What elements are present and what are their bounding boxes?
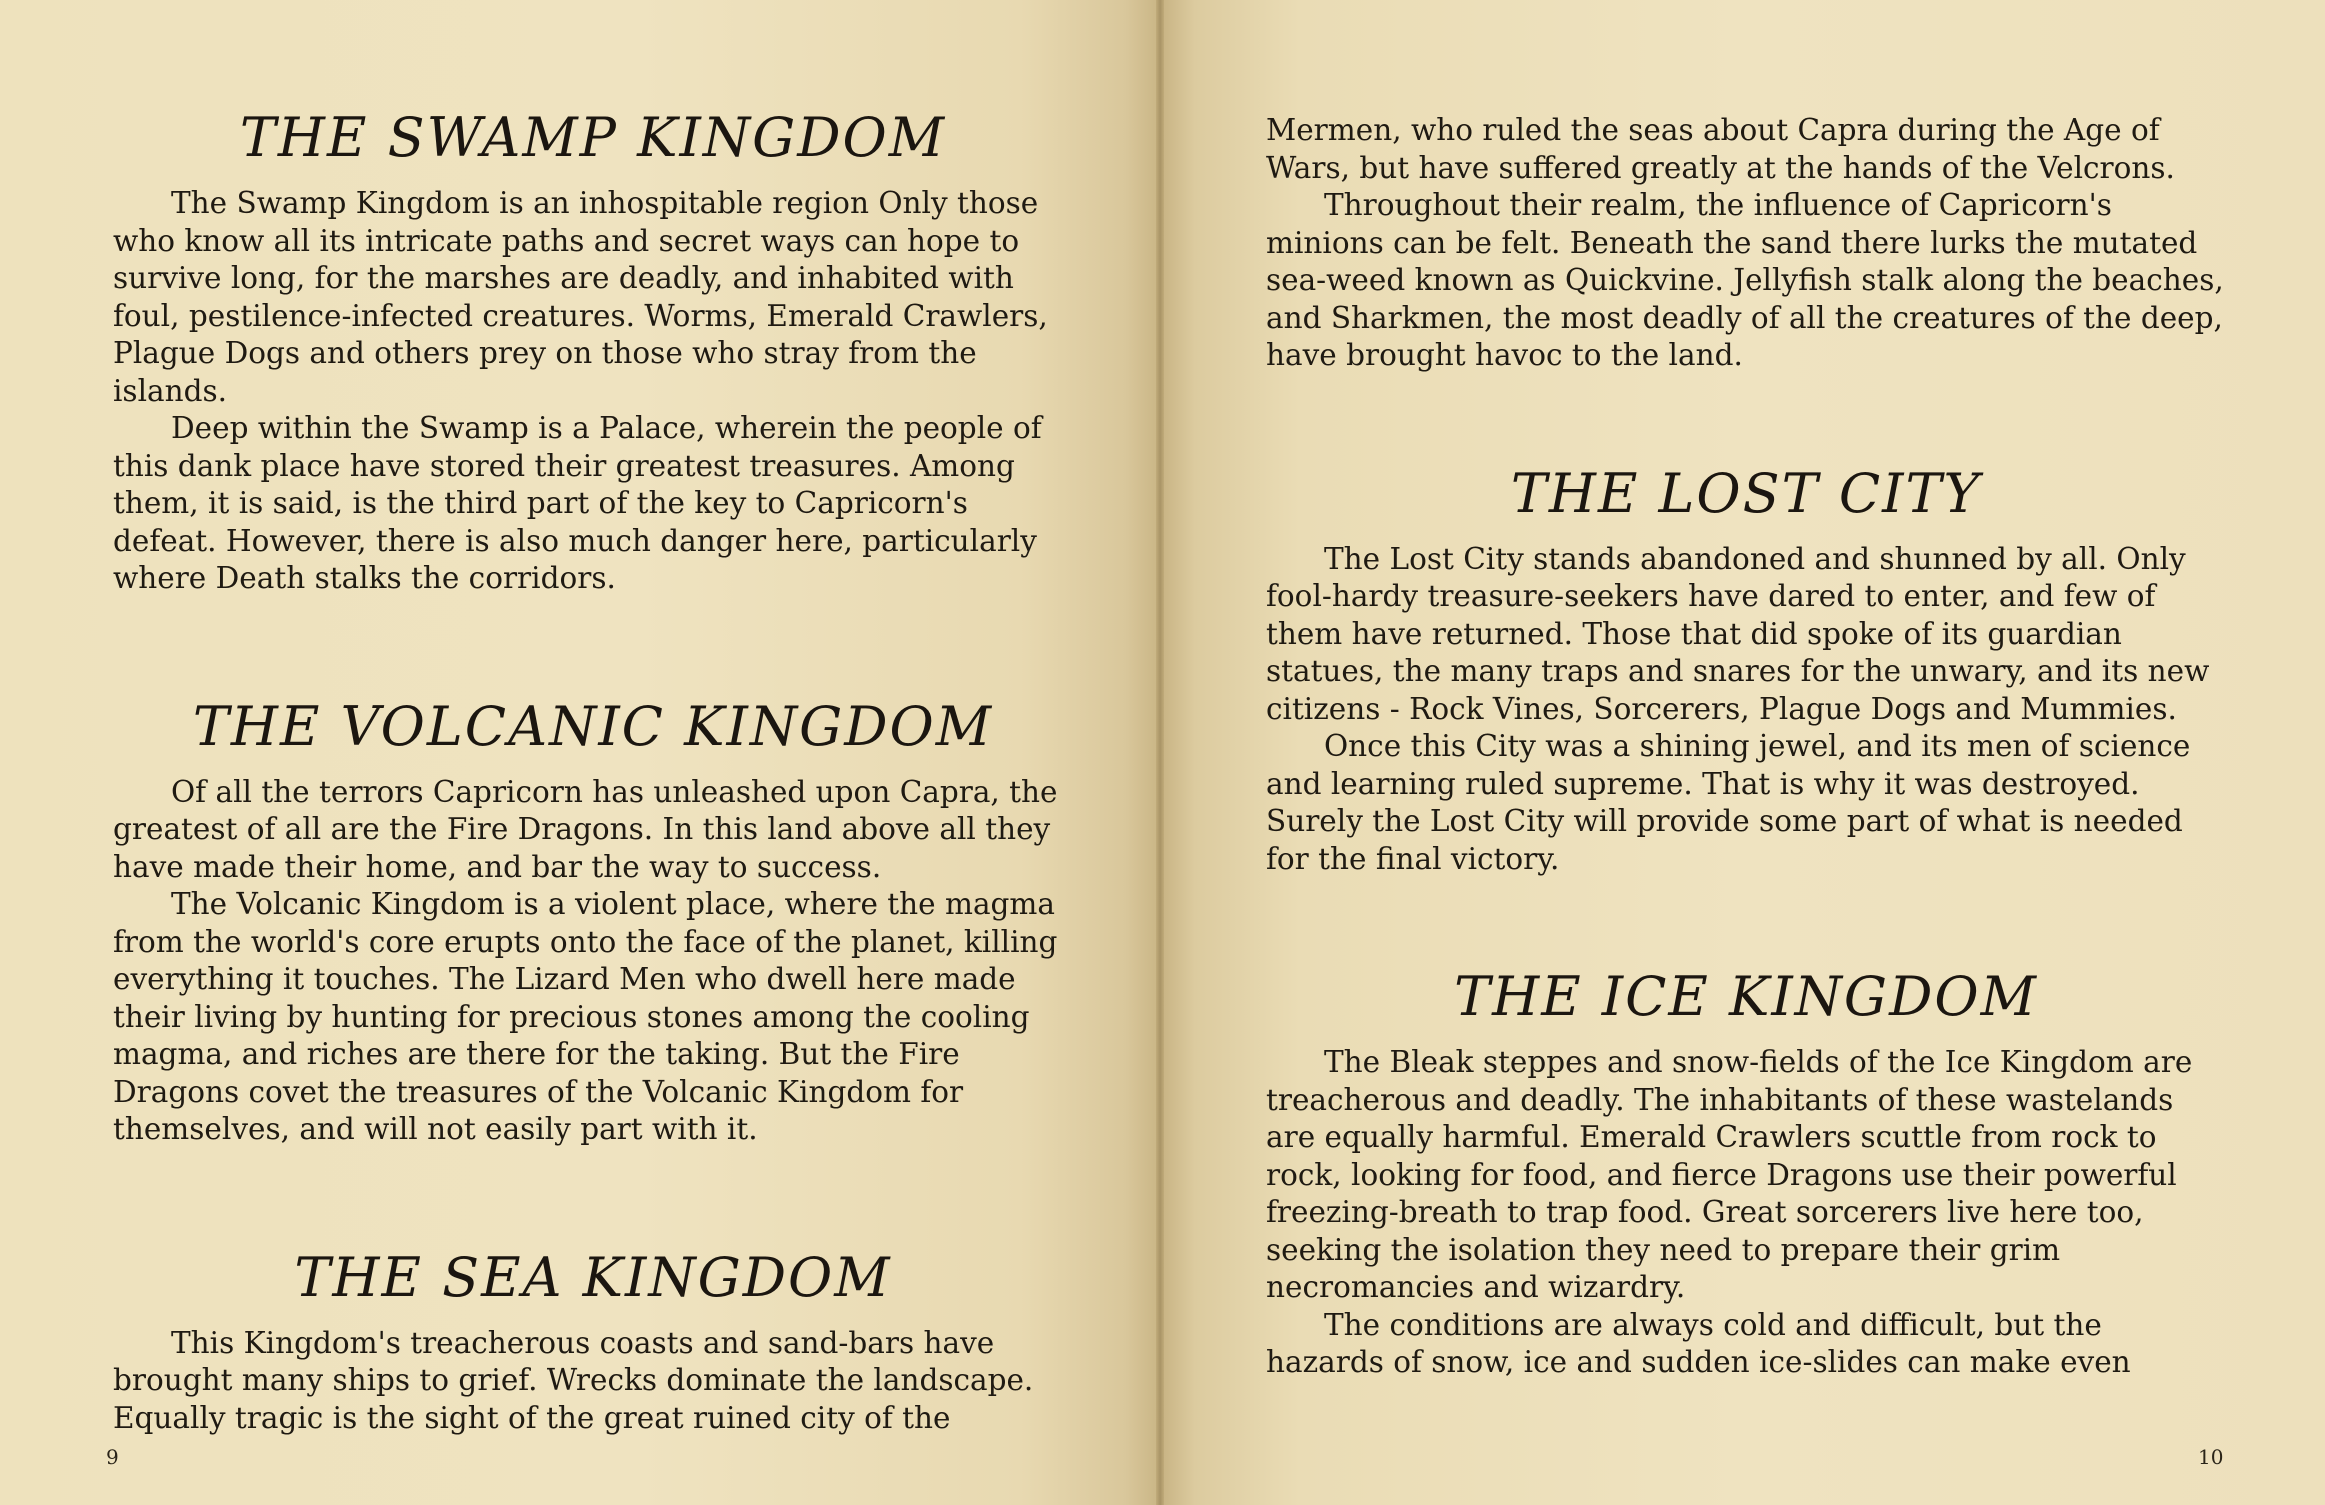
sea-kingdom-continued-paragraph-1: Mermen, who ruled the seas about Capra during the Age of Wars, but have suffered greatly at the hands of the Velcrons.: [1266, 113, 2175, 185]
book-gutter: [1156, 0, 1164, 1505]
swamp-kingdom-paragraph-1: The Swamp Kingdom is an inhospitable region Only those who know all its intricate paths and secret ways can hope to survive long, for the marshes are deadly, and inhabited with foul, pestilence-infected creatures. Worms, Emerald Crawlers, Plague Dogs and others prey on those who stray from the islands.: [113, 186, 1048, 408]
swamp-kingdom-heading: THE SWAMP KINGDOM: [239, 106, 947, 169]
volcanic-kingdom-paragraph-2: The Volcanic Kingdom is a violent place, where the magma from the world's core erupts onto the face of the planet, killing everything it touches. The Lizard Men who dwell here made their living by hunting for precious stones among the cooling magma, and riches are there for the taking. But the Fire Dragons covet the treasures of the Volcanic Kingdom for themselves, and will not easily part with it.: [113, 887, 1058, 1146]
lost-city-paragraph-1: The Lost City stands abandoned and shunned by all. Only fool-hardy treasure-seekers have dared to enter, and few of them have returned. Those that did spoke of its guardian statues, the many traps and snares for the unwary, and its new citizens - Rock Vines, Sorcerers, Plague Dogs and Mummies.: [1266, 541, 2210, 726]
page-number-right: 10: [2198, 1445, 2224, 1469]
lost-city-paragraph-2: Once this City was a shining jewel, and its men of science and learning ruled supreme. That is why it was destroyed. Surely the Lost City will provide some part of what is needed for the final victory.: [1266, 729, 2191, 876]
swamp-kingdom-paragraph-2: Deep within the Swamp is a Palace, wherein the people of this dank place have stored their greatest treasures. Among them, it is said, is the third part of the key to Capricorn's defeat. However, there is also much danger here, particularly where Death stalks the corridors.: [113, 411, 1042, 595]
sea-kingdom-heading: THE SEA KINGDOM: [294, 1245, 892, 1309]
right-page-content: [1266, 112, 2226, 1382]
left-page: [0, 0, 1160, 1505]
ice-kingdom-paragraph-2: The conditions are always cold and difficult, but the hazards of snow, ice and sudden ice-slides can make even: [1266, 1307, 2131, 1379]
sea-kingdom-continued-paragraph-2: Throughout their realm, the influence of Capricorn's minions can be felt. Beneath the sand there lurks the mutated sea-weed known as Quickvine. Jellyfish stalk along the beaches, and Sharkmen, the most deadly of all the creatures of the deep, have brought havoc to the land.: [1266, 188, 2224, 372]
page-number-left: 9: [106, 1445, 119, 1469]
volcanic-kingdom-paragraph-1: Of all the terrors Capricorn has unleashed upon Capra, the greatest of all are the Fire Dragons. In this land above all they have made their home, and bar the way to success.: [113, 774, 1058, 884]
left-page-content: [113, 105, 1073, 1437]
ice-kingdom-heading: THE ICE KINGDOM: [1454, 965, 2038, 1028]
right-page: [1160, 0, 2325, 1505]
sea-kingdom-paragraph-1: This Kingdom's treacherous coasts and sand-bars have brought many ships to grief. Wrecks dominate the landscape. Equally tragic is the sight of the great ruined city of the: [113, 1325, 1034, 1435]
ice-kingdom-paragraph-1: The Bleak steppes and snow-fields of the Ice Kingdom are treacherous and deadly. The inhabitants of these wastelands are equally harmful. Emerald Crawlers scuttle from rock to rock, looking for food, and fierce Dragons use their powerful freezing-breath to trap food. Great sorcerers live here too, seeking the isolation they need to prepare their grim necromancies and wizardry.: [1266, 1045, 2193, 1304]
volcanic-kingdom-heading: THE VOLCANIC KINGDOM: [192, 694, 994, 758]
lost-city-heading: THE LOST CITY: [1510, 461, 1982, 525]
